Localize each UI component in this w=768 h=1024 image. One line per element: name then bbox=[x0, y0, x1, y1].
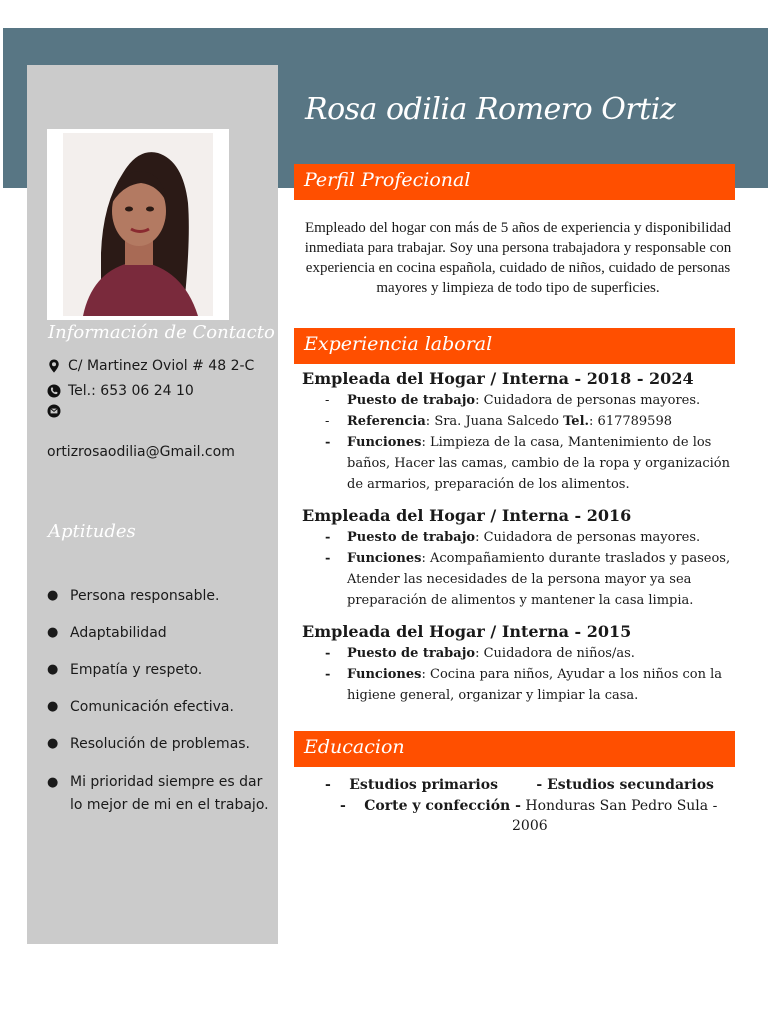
job-details bbox=[325, 527, 745, 611]
education-secondary: - Estudios secundarios bbox=[536, 777, 714, 793]
education-dash: - bbox=[325, 777, 331, 793]
profile-heading-bar bbox=[294, 164, 735, 200]
job-detail-item: - Puesto de trabajo: Cuidadora de personas mayores. bbox=[325, 390, 745, 411]
job-detail-item: - Referencia: Sra. Juana Salcedo Tel.: 617789598 bbox=[325, 411, 745, 432]
job-detail-item: - Funciones: Cocina para niños, Ayudar a los niños con la higiene general, organizar y limpiar la casa. bbox=[325, 664, 745, 706]
education-heading: Educacion bbox=[304, 736, 405, 758]
email-icon bbox=[47, 404, 61, 418]
job-detail-item: - Puesto de trabajo: Cuidadora de niños/as. bbox=[325, 643, 745, 664]
skill-item: ● Empatía y respeto. bbox=[47, 660, 272, 680]
education-year: 2006 bbox=[512, 818, 548, 834]
education-course: Corte y confección - bbox=[364, 798, 521, 814]
job-detail-item: - Funciones: Limpieza de la casa, Mantenimiento de los baños, Hacer las camas, cambio de la ropa y organización de armarios, preparación de los alimentos. bbox=[325, 432, 745, 495]
skill-item: ● Mi prioridad siempre es dar lo mejor de mi en el trabajo. bbox=[47, 771, 272, 817]
education-row bbox=[325, 777, 714, 793]
phone-line bbox=[47, 383, 194, 399]
job-title: Empleada del Hogar / Interna - 2016 bbox=[302, 506, 632, 525]
address-text: C/ Martinez Oviol # 48 2-C bbox=[68, 358, 255, 374]
education-course-place: Honduras San Pedro Sula - bbox=[520, 798, 718, 814]
profile-heading: Perfil Profecional bbox=[304, 169, 471, 191]
email-address[interactable] bbox=[47, 444, 235, 460]
education-dash: - bbox=[340, 798, 346, 814]
phone-icon bbox=[47, 384, 61, 398]
candidate-name: Rosa odilia Romero Ortiz bbox=[305, 92, 676, 127]
skills-heading: Aptitudes bbox=[48, 521, 136, 542]
skill-item: ● Resolución de problemas. bbox=[47, 734, 272, 754]
location-pin-icon bbox=[47, 359, 61, 373]
phone-text: Tel.: 653 06 24 10 bbox=[68, 383, 194, 399]
education-row bbox=[340, 798, 717, 814]
job-title: Empleada del Hogar / Interna - 2015 bbox=[302, 622, 632, 641]
address-line bbox=[47, 358, 254, 374]
contact-heading: Información de Contacto bbox=[48, 322, 275, 343]
education-primary: Estudios primarios bbox=[349, 777, 498, 793]
profile-photo bbox=[63, 133, 213, 316]
job-detail-item: - Puesto de trabajo: Cuidadora de personas mayores. bbox=[325, 527, 745, 548]
job-details bbox=[325, 643, 745, 706]
skills-list bbox=[47, 586, 272, 834]
profile-photo-frame bbox=[47, 129, 229, 320]
skill-item: ● Comunicación efectiva. bbox=[47, 697, 272, 717]
education-heading-bar bbox=[294, 731, 735, 767]
experience-heading-bar bbox=[294, 328, 735, 364]
profile-summary: Empleado del hogar con más de 5 años de experiencia y disponibilidad inmediata para trabajar. Soy una persona trabajadora y responsable con experiencia en cocina española, cuidado de niños, cuidado de personas mayores y limpieza de todo tipo de superficies. bbox=[304, 220, 732, 296]
job-details bbox=[325, 390, 745, 495]
email-icon-line bbox=[47, 404, 68, 418]
experience-heading: Experiencia laboral bbox=[304, 333, 493, 355]
email-text[interactable]: ortizrosaodilia@Gmail.com bbox=[47, 444, 235, 460]
skill-item: ● Adaptabilidad bbox=[47, 623, 272, 643]
skill-item: ● Persona responsable. bbox=[47, 586, 272, 606]
job-detail-item: - Funciones: Acompañamiento durante traslados y paseos, Atender las necesidades de la persona mayor ya sea preparación de alimentos y mantener la casa limpia. bbox=[325, 548, 745, 611]
job-title: Empleada del Hogar / Interna - 2018 - 2024 bbox=[302, 369, 694, 388]
